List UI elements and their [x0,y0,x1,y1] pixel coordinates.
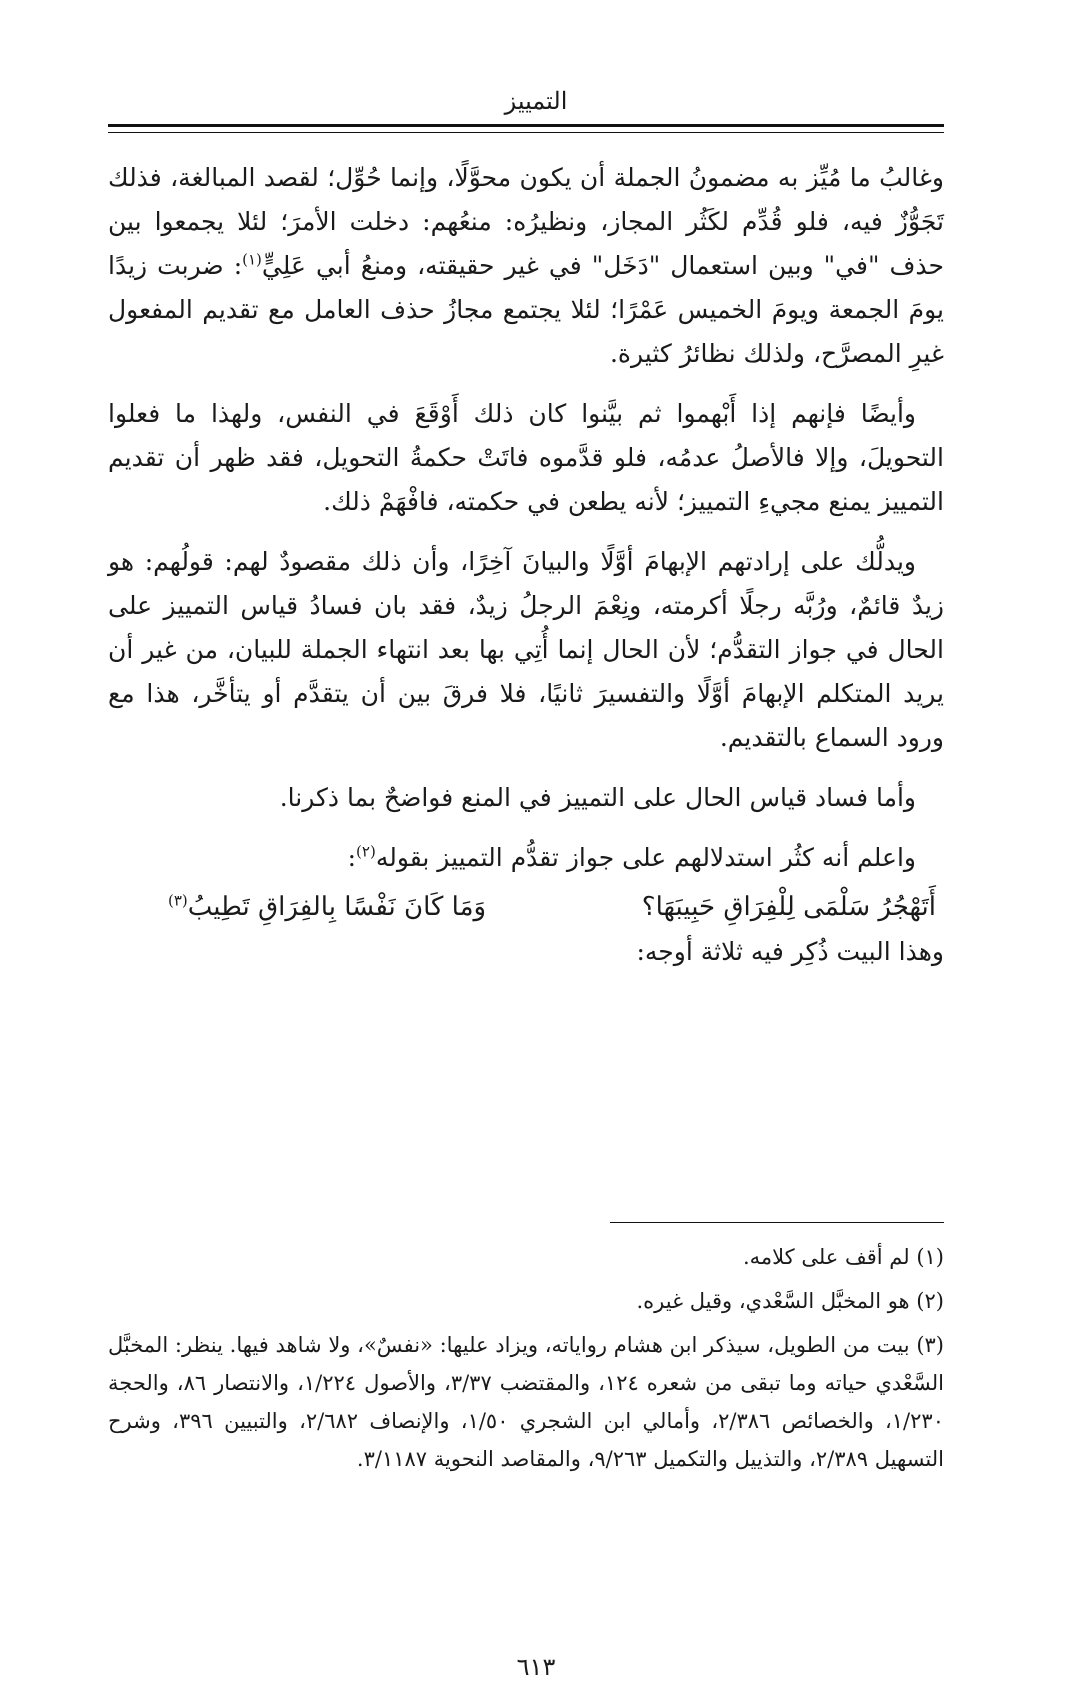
paragraph-3: ويدلُّك على إرادتهم الإبهامَ أوَّلًا والبيانَ آخِرًا، وأن ذلك مقصودٌ لهم: قولُهم: هو زيدٌ قائمٌ، ورُبَّه رجلًا أكرمته، ونِعْمَ الرجلُ زيدٌ، فقد بان فسادُ قياس التمييز على الحال في جواز التقدُّم؛ لأن الحال إنما أُتِي بها بعد انتهاء الجملة للبيان، من غير أن يريد المتكلم الإبهامَ أوَّلًا والتفسيرَ ثانيًا، فلا فرقَ بين أن يتقدَّم أو يتأخَّر، هذا مع ورود السماع بالتقديم. [108,547,944,752]
footnote-ref-3: (٣) [168,891,188,910]
footnote-3: (٣) بيت من الطويل، سيذكر ابن هشام رواياته، ويزاد عليها: «نفسٌ»، ولا شاهد فيها. ينظر: المخبَّل السَّعْدي حياته وما تبقى من شعره ١٢٤، والمقتضب ٣/٣٧، والأصول ١/٢٢٤، والانتصار ٨٦، والحجة ١/٢٣٠، والخصائص ٢/٣٨٦، وأمالي ابن الشجري ١/٥٠، والإنصاف ٢/٦٨٢، والتبيين ٣٩٦، وشرح التسهيل ٢/٣٨٩، والتذييل والتكميل ٩/٢٦٣، والمقاصد النحوية ٣/١١٨٧. [108,1333,945,1471]
footnote-ref-2: (٢) [356,842,376,861]
header-rule-thick [108,124,944,127]
page-number: ٦١٣ [516,1653,556,1681]
footnote-ref-1: (١) [242,250,262,269]
paragraph-1 [108,156,944,376]
header-rule-thin [108,132,944,133]
main-text [108,156,944,990]
paragraph-2: وأيضًا فإنهم إذا أَبْهموا ثم بيَّنوا كان ذلك أَوْقَعَ في النفس، ولهذا ما فعلوا التحويلَ، وإلا فالأصلُ عدمُه، فلو قدَّموه فاتَتْ حكمةُ التحويل، فقد ظهر أن تقديم التمييز يمنع مجيءِ التمييز؛ لأنه يطعن في حكمته، فافْهَمْ ذلك. [108,399,944,516]
paragraph-4: وأما فساد قياس الحال على التمييز في المنع فواضحٌ بما ذكرنا. [279,783,916,812]
poem-hemistich-2-wrap [168,884,486,930]
footnotes [108,1238,944,1484]
paragraph-1-continuation: : ضربت زيدًا يومَ الجمعة ويومَ الخميس عَمْرًا؛ لئلا يجتمع مجازُ حذف العامل مع تقديم المفعول غيرِ المصرَّح، ولذلك نظائرُ كثيرة. [108,251,944,368]
paragraph-5-text: واعلم أنه كثُر استدلالهم على جواز تقدُّم التمييز بقوله [375,843,916,872]
paragraph-5 [108,836,944,880]
paragraph-after-poem: وهذا البيت ذُكِر فيه ثلاثة أوجه: [636,937,944,966]
paragraph-1-text: وغالبُ ما مُيِّز به مضمونُ الجملة أن يكون محوَّلًا، وإنما حُوِّل؛ لقصد المبالغة، فذلك تَجَوُّزٌ فيه، فلو قُدِّم لكَثُر المجاز، ونظيرُه: منعُهم: دخلت الأمرَ؛ لئلا يجمعوا بين حذف "في" وبين استعمال "دَخَل" في غير حقيقته، ومنعُ أبي عَلِيٍّ [108,163,944,280]
paragraph-5-colon: : [347,843,357,872]
footnote-separator [610,1222,944,1223]
poem-verse [108,884,944,930]
footnote-2: (٢) هو المخبَّل السَّعْدي، وقيل غيره. [636,1289,944,1313]
running-title: التمييز [504,87,568,115]
poem-hemistich-2: وَمَا كَانَ نَفْسًا بِالفِرَاقِ تَطِيبُ [187,892,487,922]
poem-hemistich-1: أَتَهْجُرُ سَلْمَى لِلْفِرَاقِ حَبِيبَهَا؟ [641,892,936,922]
footnote-1: (١) لم أقف على كلامه. [742,1245,944,1269]
